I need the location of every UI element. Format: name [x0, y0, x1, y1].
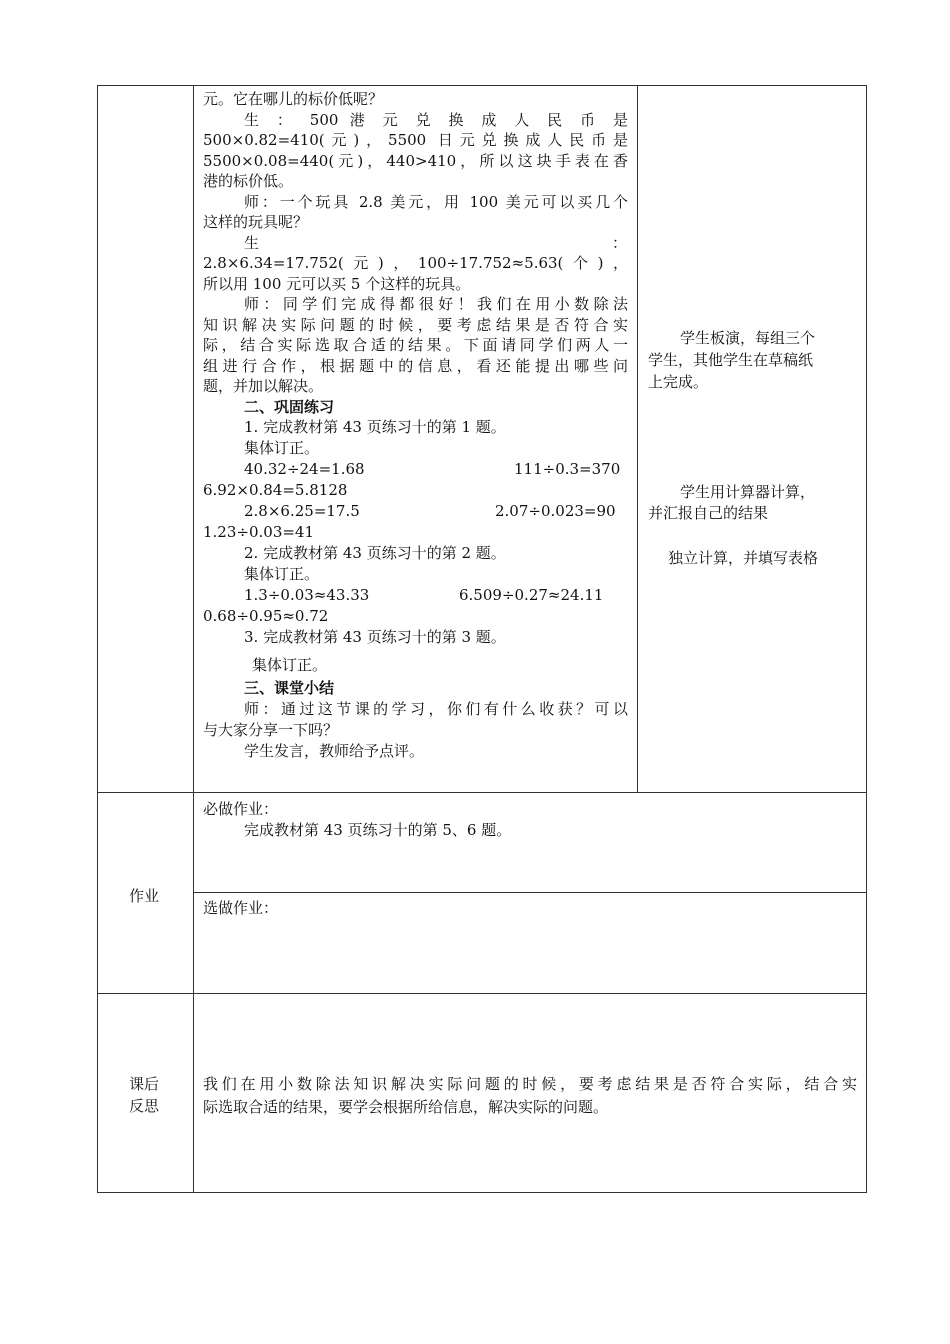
- required-homework-text: 完成教材第 43 页练习十的第 5、6 题。: [244, 821, 512, 839]
- process-line: 500×0.82=410(元)，5500 日元兑换成人民币是: [203, 131, 628, 149]
- calculation: 0.68÷0.95≈0.72: [203, 607, 329, 625]
- table-bottom-border: [97, 1192, 867, 1193]
- process-line: 1. 完成教材第 43 页练习十的第 1 题。: [244, 418, 506, 436]
- calculation: 6.509÷0.27≈24.11: [459, 586, 604, 604]
- table-left-border: [97, 85, 98, 1193]
- process-line: 师：通过这节课的学习，你们有什么收获？可以: [244, 700, 628, 718]
- student-column-divider: [637, 85, 638, 793]
- row-divider-homework-inner: [193, 892, 867, 893]
- student-activity-line: 并汇报自己的结果: [648, 504, 769, 522]
- process-line: 际，结合实际选取合适的结果。下面请同学们两人一: [203, 336, 628, 354]
- process-line: 集体订正。: [244, 565, 320, 583]
- homework-label: 作业: [129, 887, 160, 905]
- process-line: 生: [244, 234, 260, 252]
- row-divider-process-homework: [97, 792, 867, 793]
- process-line: 2.8×6.34=17.752(元)，100÷17.752≈5.63(个)，: [203, 254, 628, 272]
- calculation: 40.32÷24=1.68: [244, 460, 365, 478]
- reflection-text: 我们在用小数除法知识解决实际问题的时候，要考虑结果是否符合实际，结合实: [203, 1075, 857, 1093]
- optional-homework-title: 选做作业：: [203, 899, 279, 917]
- process-line: 知识解决实际问题的时候，要考虑结果是否符合实: [203, 316, 628, 334]
- process-line: 5500×0.08=440(元)，440>410，所以这块手表在香: [203, 152, 628, 170]
- student-activity-line: 学生板演，每组三个: [680, 329, 816, 347]
- process-line: 集体订正。: [244, 439, 320, 457]
- calculation: 111÷0.3=370: [514, 460, 621, 478]
- process-line: 组进行合作，根据题中的信息，看还能提出哪些问: [203, 357, 628, 375]
- process-line: 2. 完成教材第 43 页练习十的第 2 题。: [244, 544, 506, 562]
- reflection-text: 际选取合适的结果，要学会根据所给信息，解决实际的问题。: [203, 1098, 609, 1116]
- section-heading: 三、课堂小结: [244, 679, 335, 697]
- process-line: 元。它在哪儿的标价低呢？: [203, 90, 384, 108]
- process-line: 与大家分享一下吗？: [203, 721, 339, 739]
- table-top-border: [97, 85, 867, 86]
- calculation: 1.23÷0.03=41: [203, 523, 315, 541]
- label-column-divider: [193, 85, 194, 1193]
- section-heading: 二、巩固练习: [244, 398, 335, 416]
- row-divider-homework-reflection: [97, 993, 867, 994]
- process-line: 集体订正。: [252, 656, 328, 674]
- student-activity-line: 上完成。: [648, 373, 709, 391]
- process-line: 师：同学们完成得都很好！我们在用小数除法: [244, 295, 628, 313]
- calculation: 6.92×0.84=5.8128: [203, 481, 348, 499]
- process-line: 3. 完成教材第 43 页练习十的第 3 题。: [244, 628, 506, 646]
- reflection-label: 课后: [129, 1075, 160, 1093]
- process-line: ：: [612, 234, 628, 252]
- calculation: 2.8×6.25=17.5: [244, 502, 360, 520]
- calculation: 1.3÷0.03≈43.33: [244, 586, 370, 604]
- process-line: 学生发言，教师给予点评。: [244, 742, 425, 760]
- process-line: 港的标价低。: [203, 172, 294, 190]
- reflection-label: 反思: [129, 1097, 160, 1115]
- student-activity-line: 学生，其他学生在草稿纸: [648, 351, 814, 369]
- student-activity-line: 学生用计算器计算，: [680, 483, 816, 501]
- process-line: 师：一个玩具 2.8 美元，用 100 美元可以买几个: [244, 193, 628, 211]
- calculation: 2.07÷0.023=90: [495, 502, 616, 520]
- process-line: 所以用 100 元可以买 5 个这样的玩具。: [203, 275, 471, 293]
- required-homework-title: 必做作业：: [203, 800, 279, 818]
- student-activity-line: 独立计算，并填写表格: [668, 549, 819, 567]
- table-right-border: [866, 85, 867, 1193]
- process-line: 生 ： 500 港 元 兑 换 成 人 民 币 是: [244, 111, 628, 129]
- process-line: 题，并加以解决。: [203, 377, 324, 395]
- process-line: 这样的玩具呢？: [203, 213, 309, 231]
